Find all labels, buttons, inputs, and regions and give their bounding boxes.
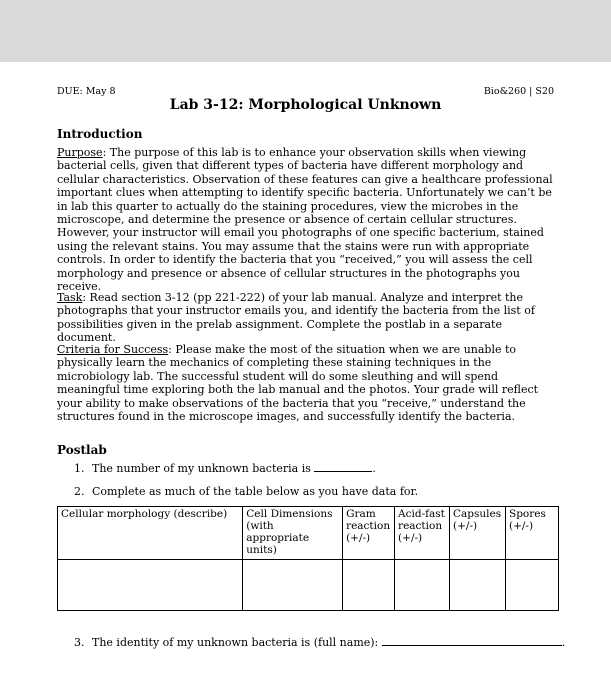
cell-gram-input[interactable] [343,560,395,611]
cell-capsules-input[interactable] [450,560,506,611]
bacteria-identity-blank[interactable] [382,645,562,646]
unknown-number-blank[interactable] [314,471,372,472]
cell-dimensions-input[interactable] [243,560,343,611]
top-gray-bar [0,0,611,62]
purpose-paragraph [57,146,554,293]
task-label: Task [57,291,83,304]
document-page [0,62,611,700]
criteria-paragraph [57,343,554,423]
postlab-heading: Postlab [57,443,107,457]
purpose-text: : The purpose of this lab is to enhance your observation skills when viewing bacterial cells, given that different types of bacteria have different morphology and cellular characteristics. Observation of these features can give a healthcare professional important clues when attempting to identify specific bacteria. Unfortunately we can’t be in lab this quarter to actually do the staining procedures, view the microbes in the microscope, and determine the presence or absence of certain cellular structures. However, your instructor will email you photographs of one specific bacterium, stained using the relevant stains. You may assume that the stains were run with appropriate controls. In order to identify the bacteria that you “received,” you will assess the cell morphology and presence or absence of cellular structures in the photographs you receive. [57,146,553,294]
table-row [58,560,559,611]
question-3: 3. The identity of my unknown bacteria is (full name): . [74,636,566,649]
header-gram-reaction: Gram reaction (+/-) [343,507,395,560]
data-table [57,506,559,611]
header-cellular-morphology: Cellular morphology (describe) [58,507,243,560]
question-2: 2. Complete as much of the table below as you have data for. [74,485,419,498]
course-code: Bio&260 | S20 [483,86,554,97]
purpose-label: Purpose [57,146,103,159]
task-paragraph [57,291,554,345]
header-cell-dimensions: Cell Dimensions (with appropriate units) [243,507,343,560]
header-capsules: Capsules (+/-) [450,507,506,560]
cell-spores-input[interactable] [506,560,559,611]
header-acid-fast: Acid-fast reaction (+/-) [395,507,450,560]
criteria-label: Criteria for Success [57,343,169,356]
cell-morphology-input[interactable] [58,560,243,611]
introduction-heading: Introduction [57,127,143,141]
task-text: : Read section 3-12 (pp 221-222) of your lab manual. Analyze and interpret the photographs that your instructor emails you, and identify the bacteria from the list of possibilities given in the prelab assignment. Complete the postlab in a separate document. [57,291,535,345]
page-title: Lab 3-12: Morphological Unknown [169,97,442,113]
header-spores: Spores (+/-) [506,507,559,560]
due-date: DUE: May 8 [57,86,116,97]
criteria-text: : Please make the most of the situation when we are unable to physically learn the mechanics of completing these staining techniques in the microbiology lab. The successful student will do some sleuthing and will spend meaningful time exploring both the lab manual and the photos. Your grade will reflect your ability to make observations of the bacteria that you “receive,” understand the structures found in the microscope images, and successfully identify the bacteria. [57,343,539,424]
table-header-row [58,507,559,560]
cell-acid-fast-input[interactable] [395,560,450,611]
question-1: 1. The number of my unknown bacteria is . [74,462,376,475]
